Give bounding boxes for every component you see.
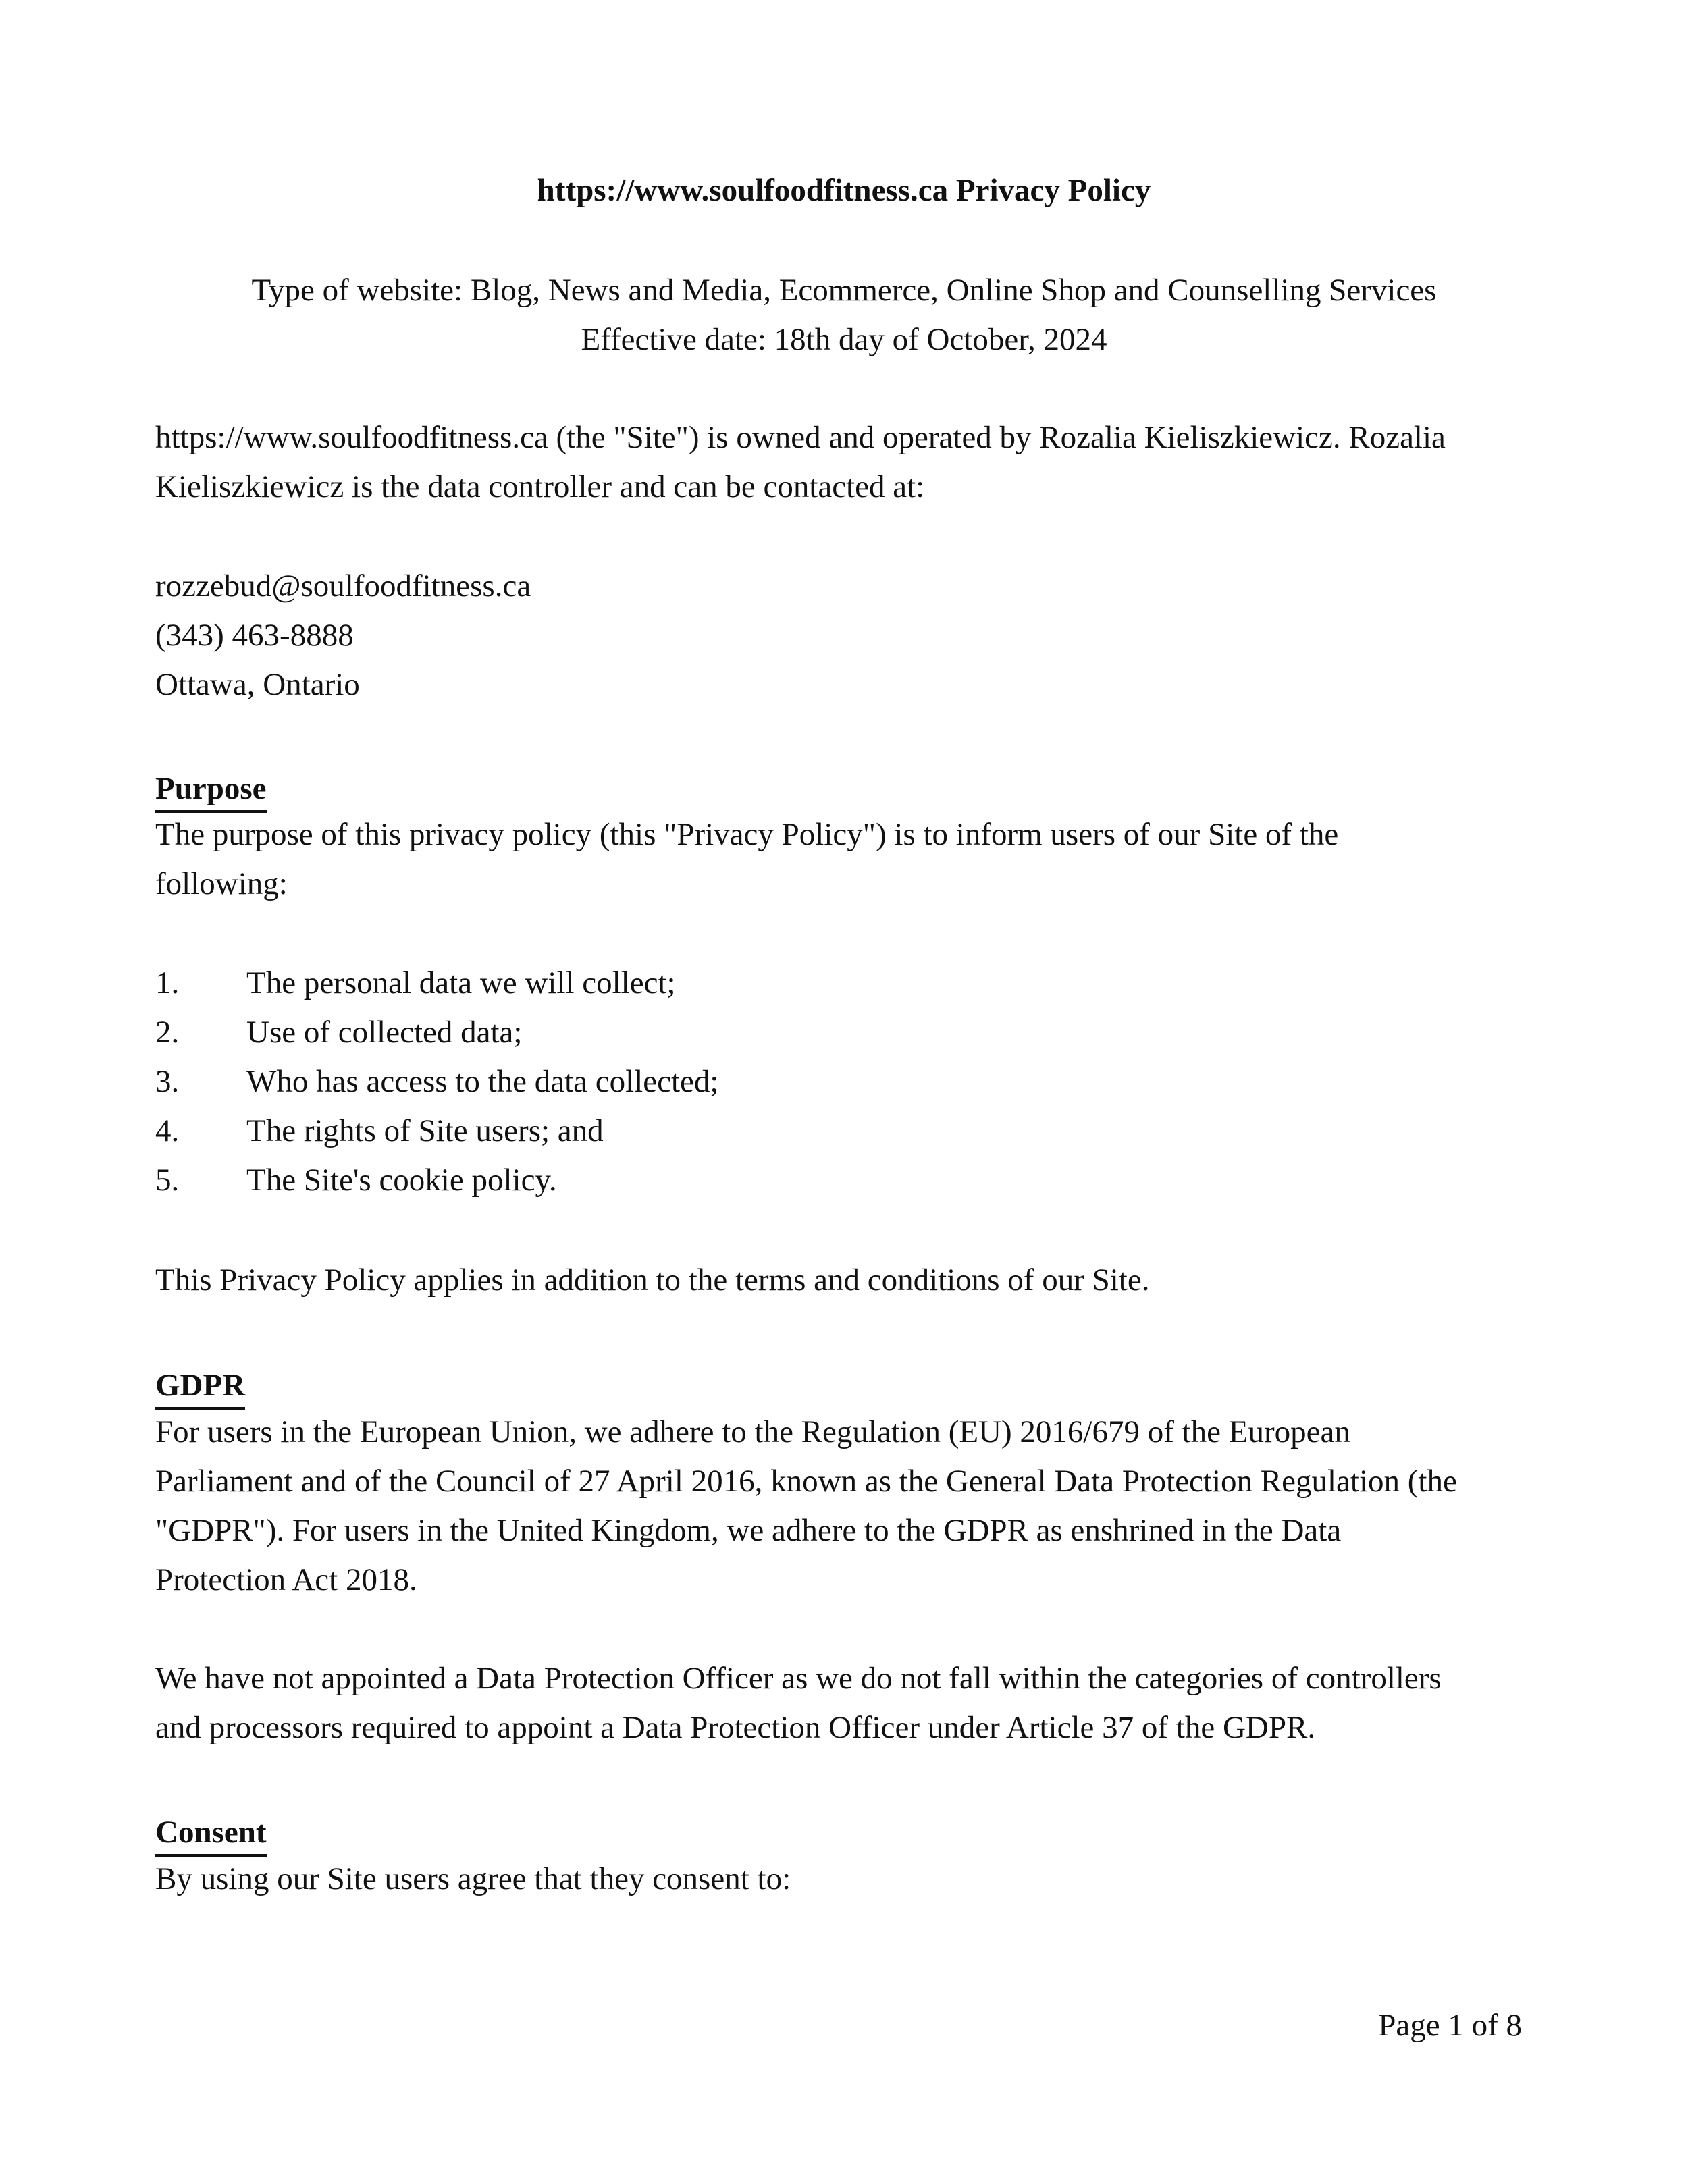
gdpr-line: "GDPR"). For users in the United Kingdom, we adhere to the GDPR as enshrined in the Data <box>155 1513 1342 1548</box>
list-item-number: 1. <box>155 965 180 1001</box>
purpose-line: The purpose of this privacy policy (this "Privacy Policy") is to inform users of our Site of the <box>155 817 1339 852</box>
purpose-paragraph <box>155 810 1546 909</box>
purpose-line: following: <box>155 866 288 901</box>
list-item-text: Who has access to the data collected; <box>246 1064 719 1099</box>
consent-line: By using our Site users agree that they consent to: <box>155 1861 791 1896</box>
list-item-text: Use of collected data; <box>246 1015 523 1050</box>
effective-date: Effective date: 18th day of October, 2024 <box>581 322 1107 357</box>
list-item <box>155 1057 1546 1107</box>
document-title: https://www.soulfoodfitness.ca Privacy Policy <box>537 173 1151 208</box>
list-item <box>155 1008 1546 1057</box>
consent-paragraph <box>155 1855 1546 1904</box>
list-item-text: The Site's cookie policy. <box>246 1163 557 1198</box>
gdpr-line: Parliament and of the Council of 27 April 2016, known as the General Data Protection Regulation (the <box>155 1464 1457 1499</box>
purpose-closing <box>155 1256 1546 1305</box>
purpose-heading: Purpose <box>155 768 267 813</box>
intro-line: Kieliszkiewicz is the data controller and can be contacted at: <box>155 469 925 504</box>
list-item <box>155 1156 1546 1205</box>
consent-heading: Consent <box>155 1812 267 1857</box>
list-item-number: 3. <box>155 1064 180 1099</box>
list-item-text: The rights of Site users; and <box>246 1113 604 1148</box>
list-item-number: 5. <box>155 1163 180 1198</box>
contact-block <box>155 562 1546 710</box>
intro-paragraph <box>155 413 1546 512</box>
contact-location: Ottawa, Ontario <box>155 667 360 702</box>
list-item-number: 4. <box>155 1113 180 1148</box>
gdpr-heading: GDPR <box>155 1365 245 1410</box>
list-item <box>155 1107 1546 1156</box>
gdpr-line: We have not appointed a Data Protection Officer as we do not fall within the categories of controllers <box>155 1661 1442 1696</box>
page-number: Page 1 of 8 <box>1378 2008 1522 2043</box>
gdpr-paragraph-1 <box>155 1408 1546 1605</box>
list-item <box>155 959 1546 1008</box>
purpose-closing-line: This Privacy Policy applies in addition to the terms and conditions of our Site. <box>155 1262 1150 1298</box>
gdpr-paragraph-2 <box>155 1654 1546 1753</box>
gdpr-line: and processors required to appoint a Data Protection Officer under Article 37 of the GDPR. <box>155 1710 1316 1745</box>
website-type: Type of website: Blog, News and Media, Ecommerce, Online Shop and Counselling Services <box>251 273 1437 308</box>
gdpr-line: For users in the European Union, we adhere to the Regulation (EU) 2016/679 of the European <box>155 1414 1350 1449</box>
list-item-text: The personal data we will collect; <box>246 965 676 1001</box>
purpose-list <box>155 959 1546 1205</box>
gdpr-line: Protection Act 2018. <box>155 1562 417 1597</box>
contact-phone: (343) 463-8888 <box>155 618 354 653</box>
list-item-number: 2. <box>155 1015 180 1050</box>
intro-line: https://www.soulfoodfitness.ca (the "Site") is owned and operated by Rozalia Kieliszkiewicz. Rozalia <box>155 420 1446 455</box>
contact-email: rozzebud@soulfoodfitness.ca <box>155 568 531 604</box>
